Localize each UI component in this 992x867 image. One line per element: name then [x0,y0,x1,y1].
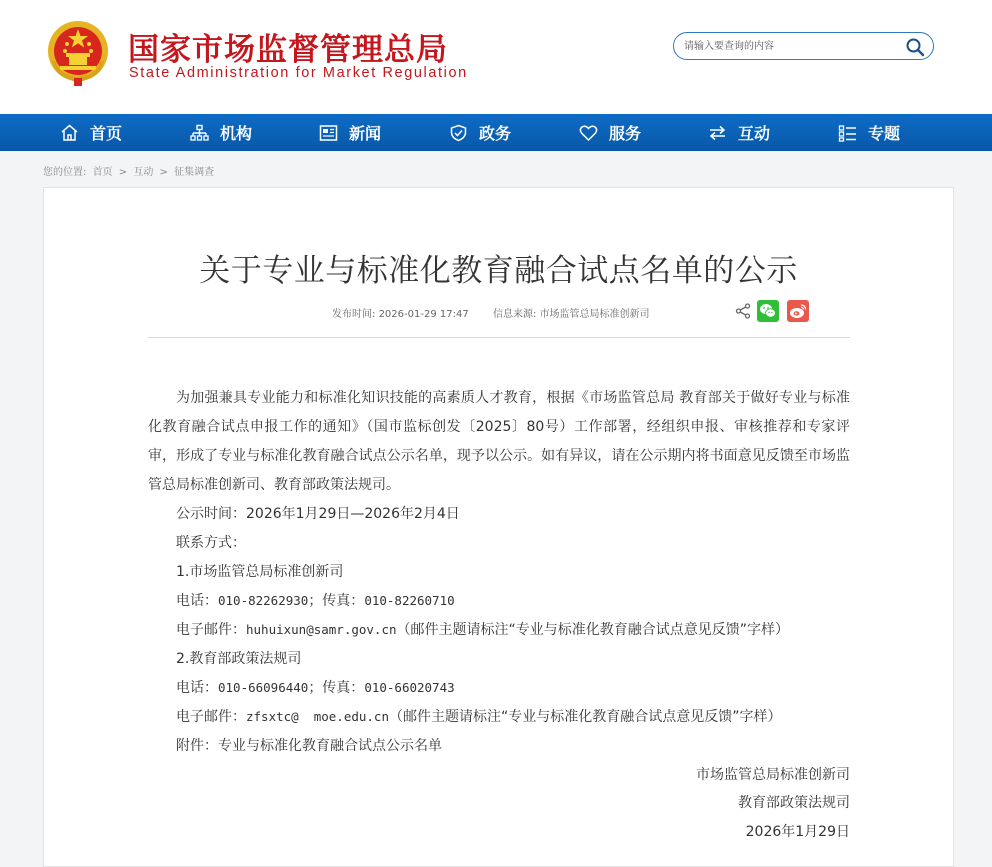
home-icon [60,124,79,142]
breadcrumb-home[interactable]: 首页 [92,167,113,178]
nav-item-topics[interactable] [838,114,900,151]
phone-label: 电话： [176,593,218,609]
attachment-link[interactable]: 专业与标准化教育融合试点公示名单 [218,738,442,754]
fax-label: ；传真： [308,680,365,696]
signature-org-2: 教育部政策法规司 [738,795,850,811]
weibo-share-button[interactable] [787,300,809,322]
email-label: 电子邮件： [176,622,246,638]
breadcrumb-survey[interactable]: 征集调查 [174,167,215,178]
nav-item-label: 服务 [609,124,642,143]
search-input[interactable] [684,37,899,55]
share-icon[interactable] [735,303,751,319]
signature-date: 2026年1月29日 [745,824,850,840]
phone-label: 电话： [176,680,218,696]
info-source [493,305,650,320]
contact1-phone-line [176,590,455,610]
nav-item-label: 新闻 [349,124,382,143]
swap-arrows-icon [708,124,727,142]
breadcrumb-prefix: 您的位置: [43,167,87,178]
national-emblem-icon[interactable] [46,20,110,86]
fax-label: ；传真： [308,593,365,609]
publish-label: 发布时间: [332,309,376,320]
contact2-org: 2.教育部政策法规司 [176,651,302,667]
nav-item-home[interactable] [60,114,122,151]
contact1-phone: 010-82262930 [218,593,309,608]
signature-org-1: 市场监管总局标准创新司 [696,767,850,783]
contact1-org: 1.市场监管总局标准创新司 [176,564,344,580]
nav-item-label: 互动 [738,124,771,143]
contact-heading: 联系方式： [176,535,246,551]
site-title-cn[interactable]: 国家市场监督管理总局 [128,32,448,68]
title-divider [148,337,850,338]
contact2-phone: 010-66096440 [218,680,309,695]
breadcrumb-interaction[interactable]: 互动 [133,167,154,178]
main-nav [0,114,992,151]
source-value: 市场监管总局标准创新司 [539,309,650,320]
email-note: （邮件主题请标注“专业与标准化教育融合试点意见反馈”字样） [396,622,790,638]
nav-item-label: 首页 [90,124,123,143]
attachment-line [176,735,442,755]
attachment-label: 附件： [176,738,218,754]
nav-item-label: 政务 [479,124,512,143]
wechat-share-button[interactable] [757,300,779,322]
breadcrumb-separator: > [159,167,168,178]
source-label: 信息来源: [493,309,537,320]
nav-item-label: 机构 [220,124,253,143]
breadcrumb-separator: > [118,167,128,178]
contact2-fax: 010-66020743 [364,680,455,695]
site-title-en[interactable]: State Administration for Market Regulation [129,65,468,81]
contact2-email[interactable]: zfsxtc@ moe.edu.cn [246,709,389,724]
intro-paragraph: 为加强兼具专业能力和标准化知识技能的高素质人才教育，根据《市场监管总局 教育部关于做好专业与标准化教育融合试点申报工作的通知》（国市监标创发〔2025〕80号）工作部署，经组织申报、审核推荐和专家评审，形成了专业与标准化教育融合试点公示名单，现予以公示。如有异议，请在公示期内将书面意见反馈至市场监管总局标准创新司、教育部政策法规司。 [148,390,850,493]
contact2-phone-line [176,677,455,697]
newspaper-icon [319,124,338,142]
contact1-fax: 010-82260710 [364,593,455,608]
nav-item-organization[interactable] [190,114,252,151]
breadcrumb [43,163,217,178]
wechat-icon [757,300,779,322]
nav-item-government-affairs[interactable] [449,114,511,151]
nav-item-services[interactable] [579,114,641,151]
nav-item-label: 专题 [868,124,901,143]
weibo-icon [787,300,809,322]
contact2-email-line [176,706,782,726]
article-title: 关于专业与标准化教育融合试点名单的公示 [199,253,798,289]
nav-item-interaction[interactable] [708,114,770,151]
contact1-email-line [176,619,789,639]
email-note: （邮件主题请标注“专业与标准化教育融合试点意见反馈”字样） [389,709,782,725]
contact1-email[interactable]: huhuixun@samr.gov.cn [246,622,397,637]
nav-item-news[interactable] [319,114,381,151]
org-chart-icon [190,124,209,142]
site-header [0,0,992,114]
shield-icon [449,124,468,142]
heart-icon [579,124,598,142]
search-icon[interactable] [905,37,925,57]
publish-time [332,305,469,320]
publish-value: 2026-01-29 17:47 [378,309,469,320]
search-box [673,32,934,60]
announcement-period: 公示时间：2026年1月29日—2026年2月4日 [176,506,460,522]
email-label: 电子邮件： [176,709,246,725]
article-body [148,384,850,500]
list-icon [838,124,857,142]
